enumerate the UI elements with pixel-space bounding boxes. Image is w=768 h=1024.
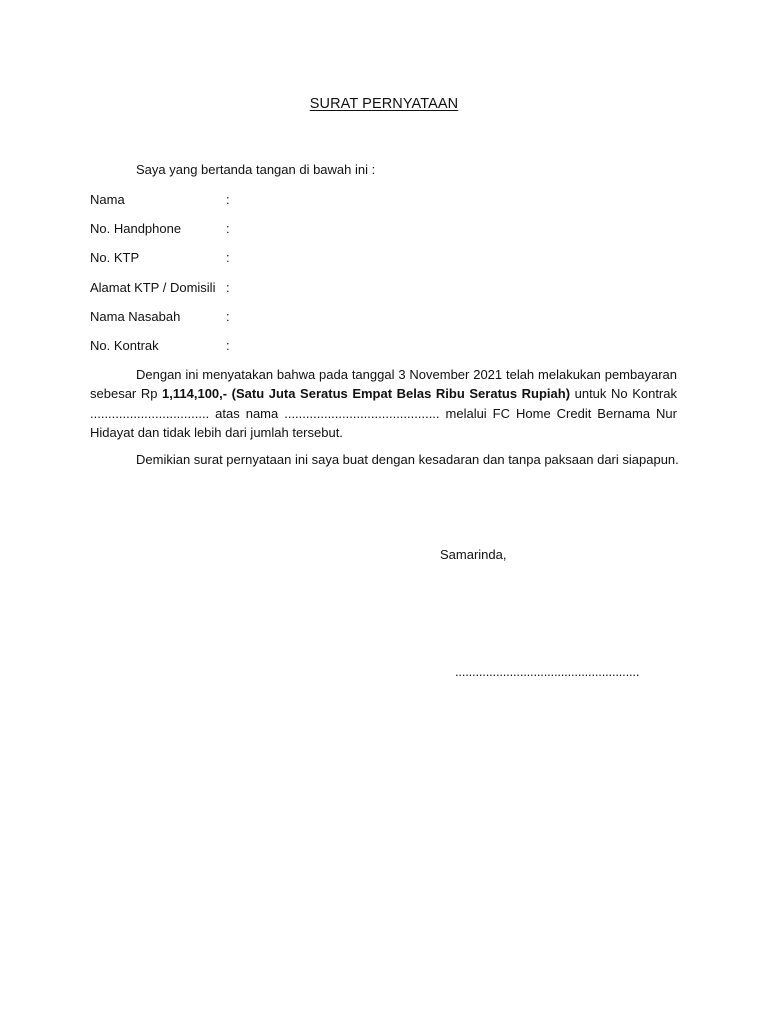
statement-text-start: Dengan ini menyatakan bahwa pada tanggal 3 November 2021 telah melakukan pembayaran sebesar Rp <box>90 367 677 402</box>
field-colon: : <box>226 309 230 324</box>
statement-text-end: untuk No Kontrak ................................. atas nama ........................................... melalui FC Home Credit Bernama Nur Hidayat dan tidak lebih dari jumlah tersebut. <box>90 386 677 440</box>
field-colon: : <box>226 280 230 295</box>
field-label: Nama <box>90 192 125 207</box>
field-label: No. Kontrak <box>90 338 159 353</box>
document-title: SURAT PERNYATAAN <box>309 96 459 112</box>
signature-line: ...................................................... <box>455 664 640 679</box>
statement-paragraph <box>90 365 677 442</box>
field-row-nama <box>90 192 390 210</box>
field-label: Nama Nasabah <box>90 309 181 324</box>
field-row-ktp <box>90 250 390 268</box>
payment-amount: 1,114,100,- (Satu Juta Seratus Empat Belas Ribu Seratus Rupiah) <box>162 386 571 402</box>
field-row-kontrak <box>90 338 390 356</box>
field-row-handphone <box>90 221 390 239</box>
field-colon: : <box>226 192 230 207</box>
field-label: No. Handphone <box>90 221 182 236</box>
field-colon: : <box>226 338 230 353</box>
field-row-nama-nasabah <box>90 309 390 327</box>
field-colon: : <box>226 221 230 236</box>
intro-text: Saya yang bertanda tangan di bawah ini : <box>136 162 376 177</box>
field-label: Alamat KTP / Domisili <box>90 280 216 295</box>
place-date: Samarinda, <box>440 547 507 562</box>
closing-paragraph: Demikian surat pernyataan ini saya buat dengan kesadaran dan tanpa paksaan dari siapapun. <box>136 452 679 467</box>
field-label: No. KTP <box>90 250 140 265</box>
field-row-alamat <box>90 280 390 298</box>
field-colon: : <box>226 250 230 265</box>
